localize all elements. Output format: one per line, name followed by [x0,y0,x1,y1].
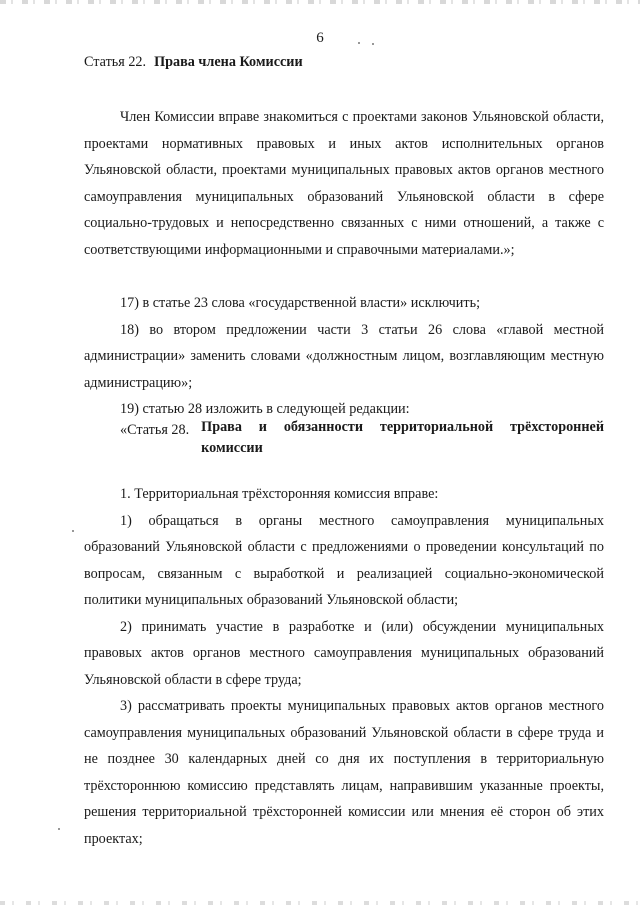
article-28-heading [84,417,604,459]
article-22-paragraph: Член Комиссии вправе знакомиться с проектами законов Ульяновской области, проектами нормативных правовых и иных актов исполнительных органов Ульяновской области, проектами муниципальных правовых актов органов местного самоуправления муниципальных образований Ульяновской области в сфере социально-трудовых и непосредственно связанных с ними отношений, а также с соответствующими информационными и справочными материалами.»; [84,109,604,258]
page-number: 6 [316,30,324,46]
part-1-item-2: 2) принимать участие в разработке и (или) обсуждении муниципальных правовых актов органов местного самоуправления муниципальных образований Ульяновской области в сфере труда; [84,618,604,688]
amendment-19: 19) статью 28 изложить в следующей редакции: [120,401,410,417]
article-28-part-1 [84,481,604,852]
scan-edge-bottom [0,901,640,905]
amendment-18: 18) во втором предложении части 3 статьи 26 слова «главой местной администрации» заменить словами «должностным лицом, возглавляющим местную администрацию»; [84,321,604,391]
article-22-title: Права члена Комиссии [154,54,303,70]
scan-edge-top [0,0,640,4]
part-1-item-1: 1) обращаться в органы местного самоуправления муниципальных образований Ульяновской области с предложениями о проведении консультаций по вопросам, связанным с выработкой и реализацией социально-экономической политики муниципальных образований Ульяновской области; [84,512,604,608]
scan-speck [72,530,74,532]
article-28-label: «Статья 28. [120,422,190,438]
article-22-body [84,104,604,263]
article-22-heading [84,49,604,76]
scan-speck [358,42,360,44]
scan-speck [58,828,60,830]
article-22-label: Статья 22. [84,54,147,70]
amendments-list [84,290,604,423]
part-1-item-3: 3) рассматривать проекты муниципальных правовых актов органов местного самоуправления муниципальных образований Ульяновской области в сфере труда и не позднее 30 календарных дней со дня их поступления в территориальную трёхстороннюю комиссию представлять лицам, направившим указанные проекты, решения территориальной трёхсторонней комиссии или мнения её сторон об этих проектах; [84,698,604,847]
part-1-intro: 1. Территориальная трёхсторонняя комиссия вправе: [120,486,439,502]
amendment-17: 17) в статье 23 слова «государственной власти» исключить; [120,295,481,311]
scan-speck [372,43,374,45]
article-28-title: Права и обязанности территориальной трёхсторонней комиссии [201,419,604,456]
